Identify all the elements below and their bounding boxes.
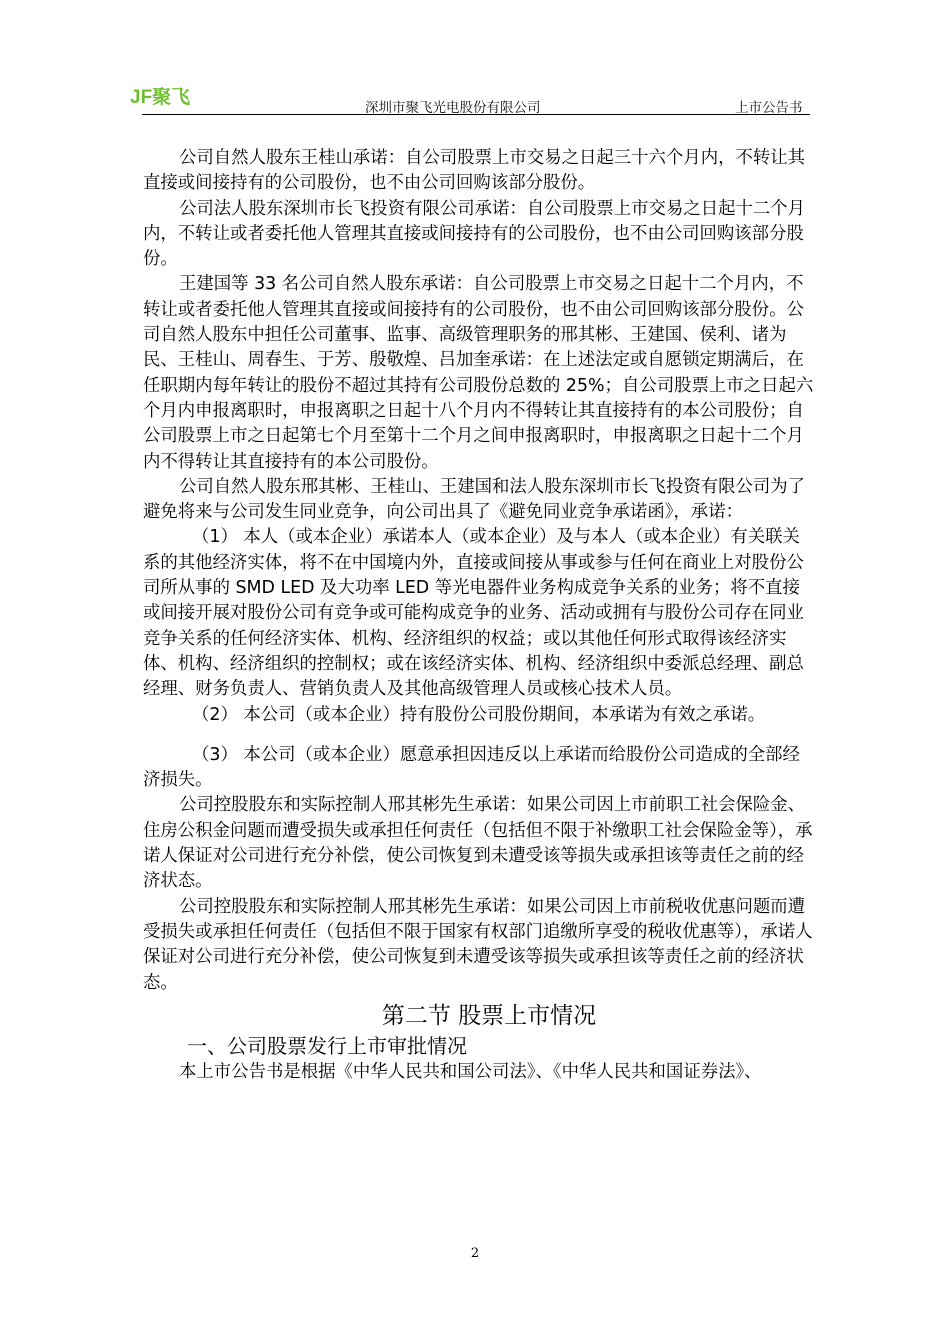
paragraph-changfei-lockup: 公司法人股东深圳市长飞投资有限公司承诺：自公司股票上市交易之日起十二个月内，不转让或者委托他人管理其直接或间接持有的公司股份，也不由公司回购该部分股份。 <box>143 198 806 270</box>
paragraph-tax-commitment: 公司控股股东和实际控制人邢其彬先生承诺：如果公司因上市前税收优惠问题而遭受损失或承担任何责任（包括但不限于国家有权部门追缴所享受的税收优惠等），承诺人保证对公司进行充分补偿，使公司恢复到未遭受该等损失或承担该等责任之前的经济状态。 <box>143 896 813 993</box>
company-logo: JF聚飞 <box>130 87 191 108</box>
page-number: 2 <box>470 1246 480 1261</box>
paragraph-social-insurance-commitment: 公司控股股东和实际控制人邢其彬先生承诺：如果公司因上市前职工社会保险金、住房公积金问题而遭受损失或承担任何责任（包括但不限于补缴职工社会保险金等），承诺人保证对公司进行充分补偿，使公司恢复到未遭受该等损失或承担该等责任之前的经济状态。 <box>143 795 813 892</box>
paragraph-wangguishan-lockup: 公司自然人股东王桂山承诺：自公司股票上市交易之日起三十六个月内，不转让其直接或间接持有的公司股份，也不由公司回购该部分股份。 <box>143 148 806 194</box>
section-title: 第二节 股票上市情况 <box>381 1002 597 1029</box>
header-company-name: 深圳市聚飞光电股份有限公司 <box>365 100 541 116</box>
paragraph-natural-shareholders-lockup: 王建国等 33 名公司自然人股东承诺：自公司股票上市交易之日起十二个月内，不转让或者委托他人管理其直接或间接持有的公司股份，也不由公司回购该部分股份。公司自然人股东中担任公司董事、监事、高级管理职务的邢其彬、王建国、侯利、诸为民、王桂山、周春生、于芳、殷敬煌、吕加奎承诺：在上述法定或自愿锁定期满后，在任职期内每年转让的股份不超过其持有公司股份总数的 25%；自公司股票上市之日起六个月内申报离职时，申报离职之日起十八个月内不得转让其直接持有的本公司股份；自公司股票上市之日起第七个月至第十二个月之间申报离职时，申报离职之日起十二个月内不得转让其直接持有的本公司股份。 <box>143 274 814 472</box>
paragraph-non-compete-intro: 公司自然人股东邢其彬、王桂山、王建国和法人股东深圳市长飞投资有限公司为了避免将来与公司发生同业竞争，向公司出具了《避免同业竞争承诺函》，承诺： <box>143 476 806 523</box>
document-body <box>143 146 815 1085</box>
commitment-item-3: （3） 本公司（或本企业）愿意承担因违反以上承诺而给股份公司造成的全部经济损失。 <box>143 744 800 791</box>
header-divider <box>142 114 810 115</box>
paragraph-legal-basis: 本上市公告书是根据《中华人民共和国公司法》、《中华人民共和国证券法》、 <box>179 1061 762 1082</box>
commitment-item-2: （2） 本公司（或本企业）持有股份公司股份期间，本承诺为有效之承诺。 <box>192 704 766 725</box>
paragraph-spacer <box>143 728 815 743</box>
subsection-title: 一、公司股票发行上市审批情况 <box>187 1033 467 1058</box>
header-document-title: 上市公告书 <box>735 100 803 116</box>
commitment-item-1: （1） 本人（或本企业）承诺本人（或本企业）及与本人（或本企业）有关联关系的其他经济实体，将不在中国境内外，直接或间接从事或参与任何在商业上对股份公司所从事的 SMD LED 及大功率 LED 等光电器件业务构成竞争关系的业务；将不直接或间接开展对股份公司有竞争或可能构成竞争的业务、活动或拥有与股份公司存在同业竞争关系的任何经济实体、机构、经济组织的权益；或以其他任何形式取得该经济实体、机构、经济组织的控制权；或在该经济实体、机构、经济组织中委派总经理、副总经理、财务负责人、营销负责人及其他高级管理人员或核心技术人员。 <box>143 527 804 700</box>
